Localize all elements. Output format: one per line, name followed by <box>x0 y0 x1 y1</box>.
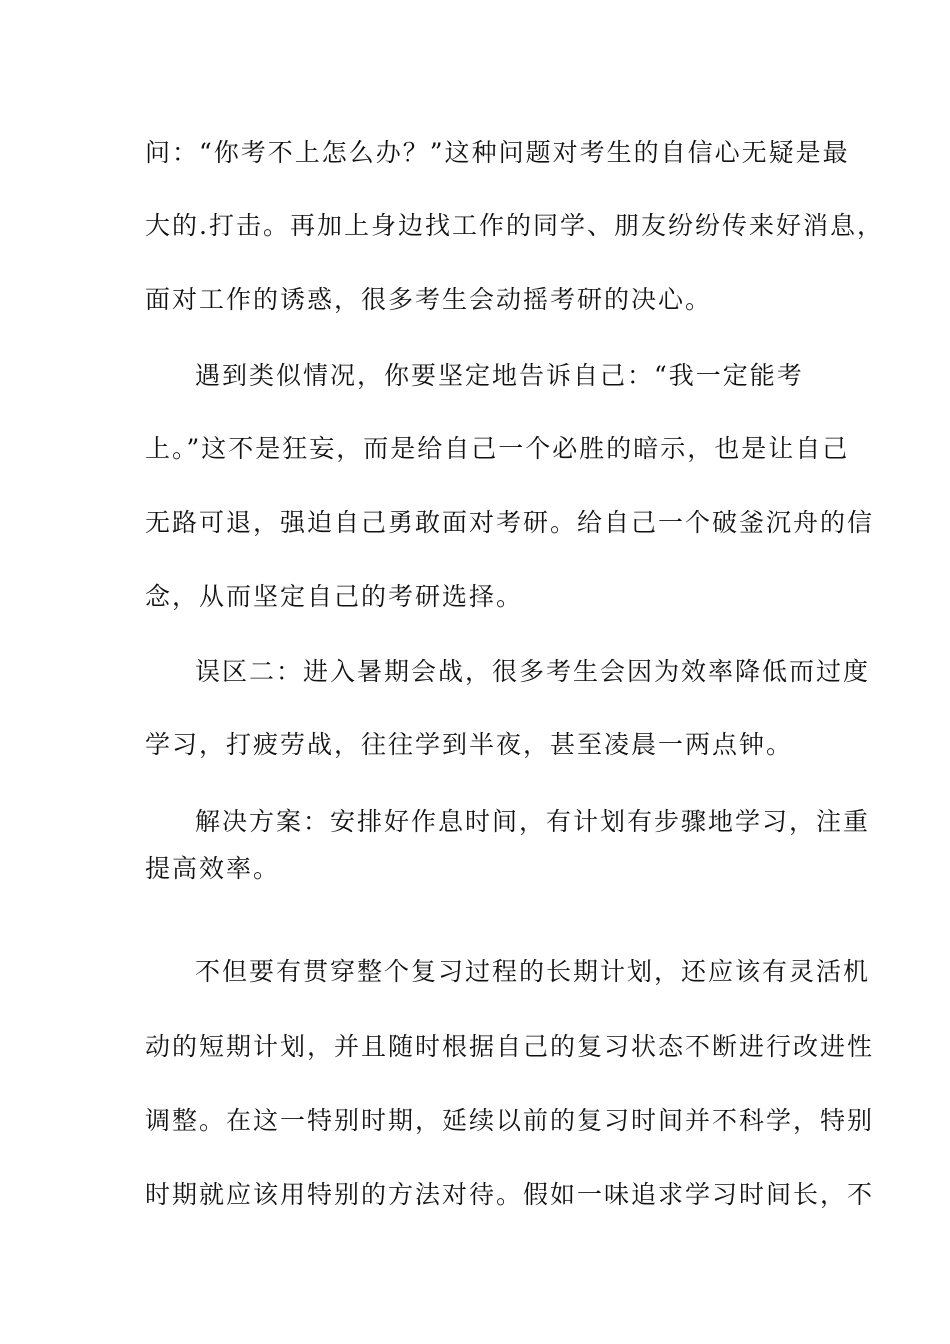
text-line: 时期就应该用特别的方法对待。假如一味追求学习时间长，不 <box>145 1180 875 1209</box>
text-line: 问：“你考不上怎么办？”这种问题对考生的自信心无疑是最 <box>145 138 850 167</box>
text-line: 上。”这不是狂妄，而是给自己一个必胜的暗示，也是让自己 <box>145 434 850 463</box>
text-line: 解决方案：安排好作息时间，有计划有步骤地学习，注重 <box>195 807 871 836</box>
text-line: 提高效率。 <box>145 854 281 883</box>
text-line: 调整。在这一特别时期，延续以前的复习时间并不科学，特别 <box>145 1106 875 1135</box>
text-line: 学习，打疲劳战，往往学到半夜，甚至凌晨一两点钟。 <box>145 730 794 759</box>
text-line: 动的短期计划，并且随时根据自己的复习状态不断进行改进性 <box>145 1032 875 1061</box>
text-line: 面对工作的诱惑，很多考生会动摇考研的决心。 <box>145 285 713 314</box>
text-line: 无路可退，强迫自己勇敢面对考研。给自己一个破釜沉舟的信 <box>145 508 875 537</box>
text-line: 不但要有贯穿整个复习过程的长期计划，还应该有灵活机 <box>195 957 871 986</box>
text-line: 大的.打击。再加上身边找工作的同学、朋友纷纷传来好消息， <box>145 211 884 240</box>
text-line: 念，从而坚定自己的考研选择。 <box>145 582 524 611</box>
text-line: 误区二：进入暑期会战，很多考生会因为效率降低而过度 <box>195 657 871 686</box>
text-line: 遇到类似情况，你要坚定地告诉自己：“我一定能考 <box>195 361 804 390</box>
